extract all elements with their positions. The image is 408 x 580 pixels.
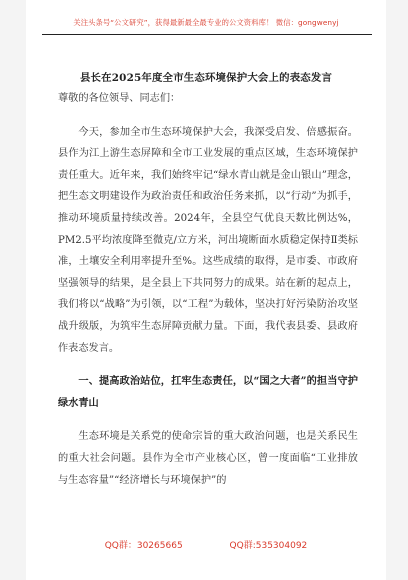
section-paragraph: 生态环境是关系党的使命宗旨的重大政治问题，也是关系民生的重大社会问题。县作为全市产业核心区，曾一度面临“工业排放与生态容量”“经济增长与环境保护”的 — [58, 431, 358, 486]
qq-group-2: QQ群:535304092 — [229, 541, 308, 551]
document-page — [26, 0, 386, 580]
promo-header: 关注头条号“公文研究”，获得最新最全最专业的公文资料库！ 微信：gongwenyj — [73, 18, 339, 27]
document-title: 县长在2025年度全市生态环境保护大会上的表态发言 — [79, 72, 333, 84]
section-heading: 一、提高政治站位，扛牢生态责任，以“国之大者”的担当守护绿水青山 — [58, 375, 358, 409]
salutation: 尊敬的各位领导、同志们： — [58, 93, 181, 104]
header-divider — [42, 34, 372, 35]
body-paragraph: 今天，参加全市生态环境保护大会，我深受启发、倍感振奋。县作为江上游生态屏障和全市工业发展的重点区域，生态环境保护责任重大。近年来，我们始终牢记“绿水青山就是金山银山”理念，把生态文明建设作为政治责任和政治任务来抓，以“行动”为抓手，推动环境质量持续改善。2024年，全县空气优良天数比例达%，PM2.5平均浓度降至微克/立方米，河出境断面水质稳定保持Ⅱ类标准，土壤安全利用率提升至%。这些成绩的取得，是市委、市政府坚强领导的结果，是全县上下共同努力的成果。站在新的起点上，我们将以“战略”为引领，以“工程”为载体，坚决打好污染防治攻坚战升级版，为筑牢生态屏障贡献力量。下面，我代表县委、县政府作表态发言。 — [58, 126, 358, 354]
document-body — [58, 88, 358, 503]
qq-group-1: QQ群：30265665 — [104, 541, 183, 551]
qq-footer — [26, 538, 386, 551]
